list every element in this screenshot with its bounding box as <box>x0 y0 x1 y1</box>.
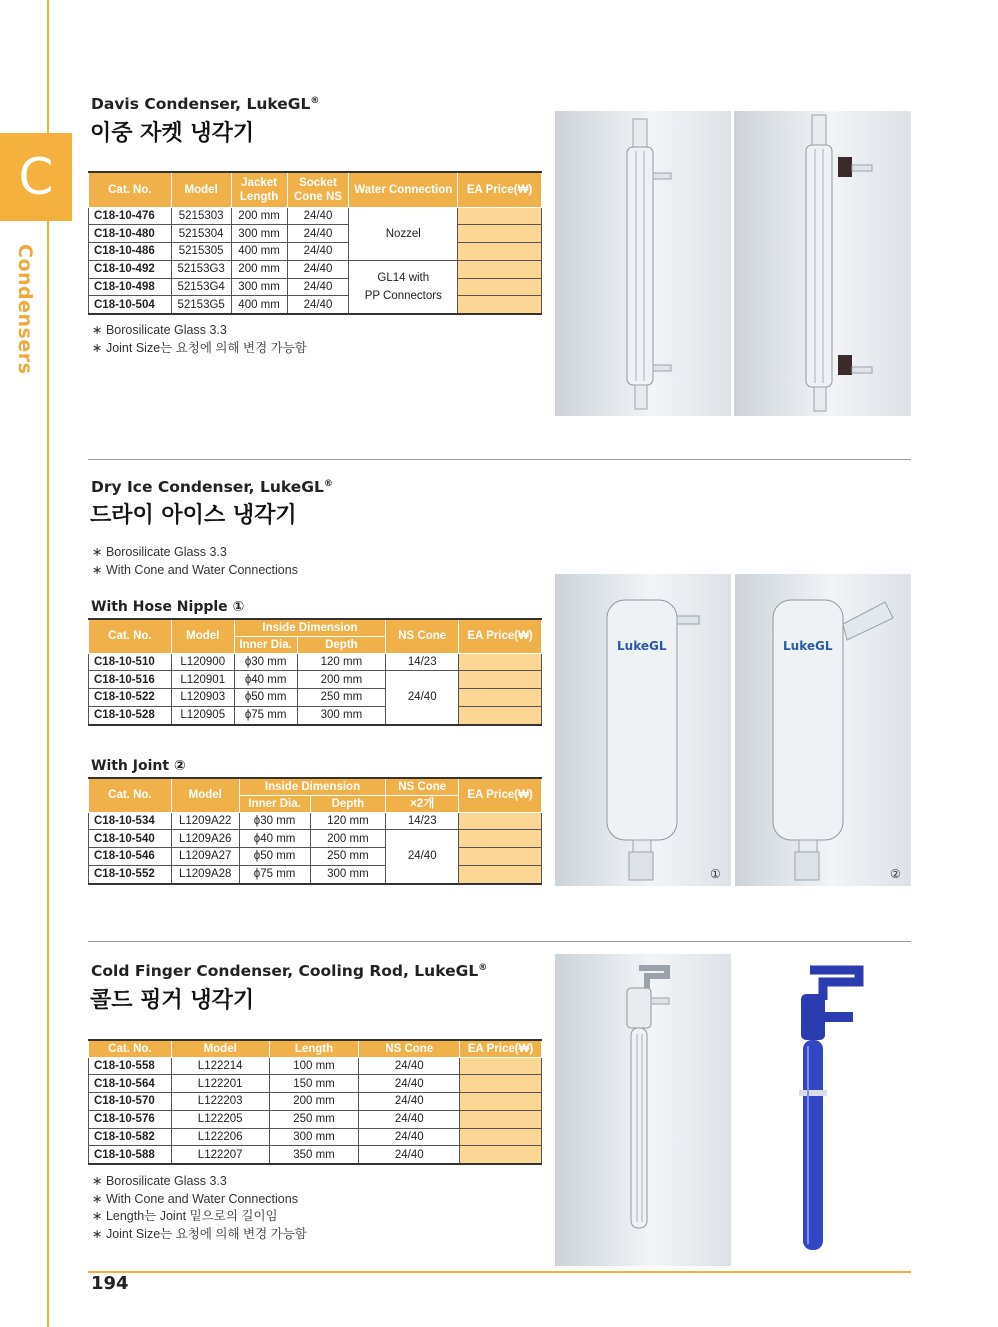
condenser-illustration <box>734 111 911 416</box>
table-row: C18-10-516 L120901 ϕ40 mm 200 mm 24/40 <box>89 671 542 689</box>
table-row: C18-10-552 L1209A28 ϕ75 mm 300 mm <box>89 865 542 883</box>
hose-nipple-subtitle: With Hose Nipple ① <box>91 599 245 615</box>
table-row: C18-10-486 5215305 400 mm 24/40 <box>89 243 542 261</box>
section-tab: C <box>0 133 72 221</box>
davis-title-ko: 이중 자켓 냉각기 <box>90 121 255 146</box>
table-row: C18-10-510 L120900 ϕ30 mm 120 mm 14/23 <box>89 653 542 671</box>
davis-title-en: Davis Condenser, LukeGL® <box>91 95 320 113</box>
dryice-photo-joint <box>735 574 911 886</box>
table-row: C18-10-588 L122207 350 mm 24/40 <box>89 1146 542 1164</box>
table-row: C18-10-582 L122206 300 mm 24/40 <box>89 1128 542 1146</box>
joint-subtitle: With Joint ② <box>91 758 186 774</box>
coldfinger-title-ko: 콜드 핑거 냉각기 <box>90 988 255 1013</box>
table-row: C18-10-480 5215304 300 mm 24/40 <box>89 225 542 243</box>
dry-ice-condenser-illustration <box>735 574 911 886</box>
table-row: C18-10-498 52153G4 300 mm 24/40 <box>89 278 542 296</box>
photo-label-1: ① <box>710 867 721 881</box>
dryice-title-ko: 드라이 아이스 냉각기 <box>90 503 297 528</box>
page-number: 194 <box>91 1273 129 1294</box>
coldfinger-notes: ∗ Borosilicate Glass 3.3 ∗ With Cone and Water Connections ∗ Length는 Joint 밑으로의 길이임 ∗ Joint Size는 요청에 의해 변경 가능함 <box>92 1173 307 1243</box>
table-row: C18-10-576 L122205 250 mm 24/40 <box>89 1110 542 1128</box>
table-row: C18-10-570 L122203 200 mm 24/40 <box>89 1093 542 1111</box>
cold-finger-illustration <box>555 954 731 1266</box>
table-row: C18-10-564 L122201 150 mm 24/40 <box>89 1075 542 1093</box>
col-price: EA Price(₩) <box>458 172 542 207</box>
table-row: C18-10-504 52153G5 400 mm 24/40 <box>89 296 542 314</box>
photo-label-2: ② <box>890 867 901 881</box>
footer-rule <box>88 1271 911 1273</box>
dryice-title-en: Dry Ice Condenser, LukeGL® <box>91 478 333 496</box>
dry-ice-condenser-illustration <box>555 574 731 886</box>
davis-photo-gl14 <box>734 111 911 416</box>
table-row: C18-10-528 L120905 ϕ75 mm 300 mm <box>89 706 542 724</box>
table-row: C18-10-558 L122214 100 mm 24/40 <box>89 1057 542 1075</box>
coldfinger-photo-blue <box>735 954 911 1266</box>
joint-table: Cat. No. Model Inside Dimension NS Cone EA Price(₩) Inner Dia. Depth ×2개 C18-10-534 L1209A22 ϕ30 mm 120 mm 14/23 C18-10-540 L1209A26 ϕ40 mm 200 mm 24/40 C18-10-546 L1209A27 ϕ50 mm 250 mm C18-10-552 L1209A28 ϕ75 mm 300 mm <box>88 777 542 885</box>
brand-logo: LukeGL <box>617 639 667 653</box>
davis-notes: ∗ Borosilicate Glass 3.3 ∗ Joint Size는 요청에 의해 변경 가능함 <box>92 322 307 357</box>
brand-logo: LukeGL <box>783 639 833 653</box>
section-divider <box>88 941 911 942</box>
water-gl14: GL14 with PP Connectors <box>349 260 458 314</box>
col-jacket: Jacket Length <box>231 172 287 207</box>
table-row: C18-10-476 5215303 200 mm 24/40 Nozzel <box>89 207 542 225</box>
coldfinger-photo-glass <box>555 954 731 1266</box>
table-row: C18-10-540 L1209A26 ϕ40 mm 200 mm 24/40 <box>89 830 542 848</box>
condenser-illustration <box>555 111 731 416</box>
table-row: C18-10-546 L1209A27 ϕ50 mm 250 mm <box>89 848 542 866</box>
cooling-rod-illustration <box>735 954 911 1266</box>
col-cat: Cat. No. <box>89 172 172 207</box>
coldfinger-table: Cat. No. Model Length NS Cone EA Price(₩) C18-10-558 L122214 100 mm 24/40 C18-10-564 L122201 150 mm 24/40 C18-10-570 L122203 200 mm 24/40 C18-10-576 L122205 250 mm 24/40 C18-10-582 L122206 300 mm 24/40 C18-10-588 L122207 350 mm 24/40 <box>88 1039 542 1165</box>
dryice-photo-hose <box>555 574 731 886</box>
table-row: C18-10-492 52153G3 200 mm 24/40 GL14 with PP Connectors <box>89 260 542 278</box>
hose-nipple-table: Cat. No. Model Inside Dimension NS Cone EA Price(₩) Inner Dia. Depth C18-10-510 L120900 ϕ30 mm 120 mm 14/23 C18-10-516 L120901 ϕ40 mm 200 mm 24/40 C18-10-522 L120903 ϕ50 mm 250 mm C18-10-528 L120905 ϕ75 mm 300 mm <box>88 618 542 726</box>
davis-photo-nozzle <box>555 111 731 416</box>
col-model: Model <box>171 172 231 207</box>
davis-table <box>88 171 542 315</box>
table-row: C18-10-522 L120903 ϕ50 mm 250 mm <box>89 689 542 707</box>
coldfinger-title-en: Cold Finger Condenser, Cooling Rod, LukeGL® <box>91 962 488 980</box>
water-nozzel: Nozzel <box>349 207 458 260</box>
table-row: C18-10-534 L1209A22 ϕ30 mm 120 mm 14/23 <box>89 812 542 830</box>
col-water: Water Connection <box>349 172 458 207</box>
dryice-notes: ∗ Borosilicate Glass 3.3 ∗ With Cone and Water Connections <box>92 544 298 579</box>
section-divider <box>88 459 911 460</box>
section-side-label: Condensers <box>14 244 36 375</box>
col-socket: Socket Cone NS <box>287 172 349 207</box>
